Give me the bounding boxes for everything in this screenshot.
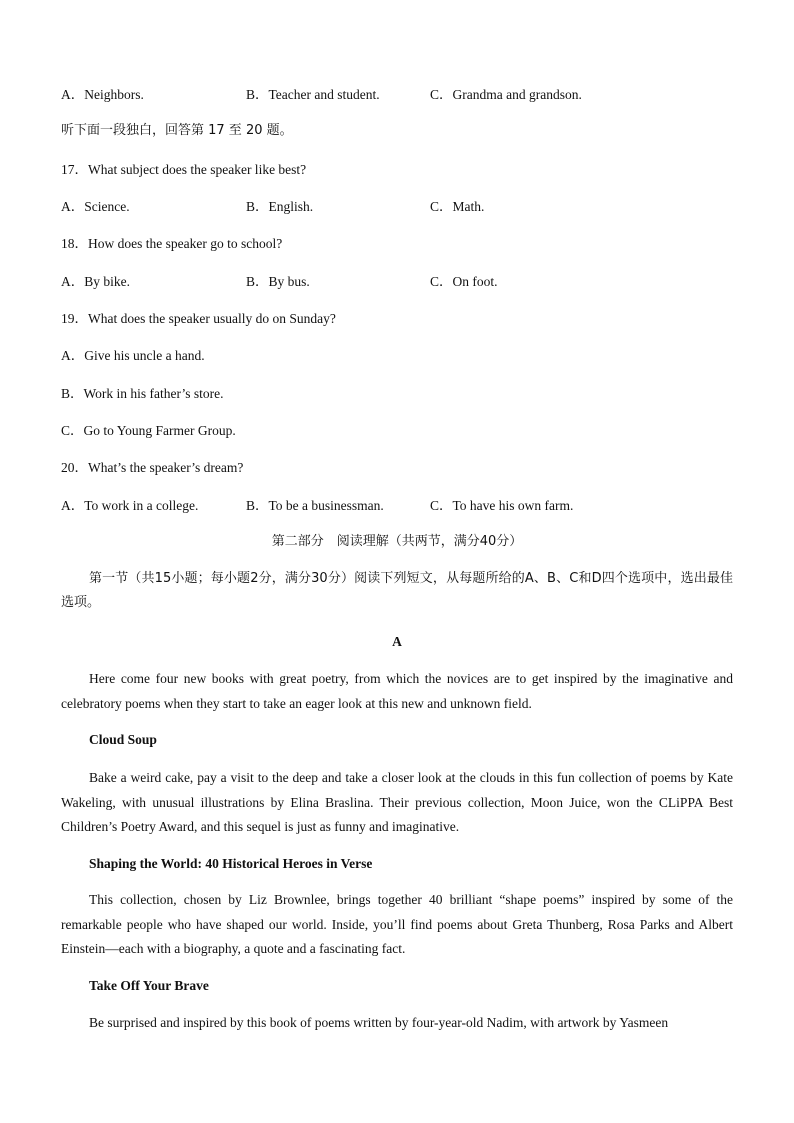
q16-option-a: A．Neighbors. — [61, 87, 144, 102]
q20-option-a: A．To work in a college. — [61, 498, 199, 513]
q19-stem: 19．What does the speaker usually do on Sunday? — [61, 311, 336, 326]
q17-stem: 17．What subject does the speaker like best? — [61, 162, 307, 177]
q18-option-c: C．On foot. — [430, 274, 498, 289]
q19-option-c: C．Go to Young Farmer Group. — [61, 423, 236, 438]
book-title-3: Take Off Your Brave — [89, 978, 209, 993]
q19-option-a: A．Give his uncle a hand. — [61, 348, 205, 363]
book-text-3: Be surprised and inspired by this book of poems written by four-year-old Nadim, with artwork by Yasmeen — [89, 1015, 669, 1030]
section1-instruction: 第一节（共15小题；每小题2分，满分30分）阅读下列短文，从每题所给的A、B、C和D四个选项中，选出最佳选项。 — [61, 571, 733, 610]
book-title-1: Cloud Soup — [89, 732, 157, 747]
q18-option-b: B．By bus. — [246, 274, 310, 289]
passage-label: A — [392, 634, 402, 649]
monologue-instruction: 听下面一段独白，回答第 17 至 20 题。 — [61, 123, 293, 138]
book-text-1: Bake a weird cake, pay a visit to the deep and take a closer look at the clouds in this fun collection of poems by Kate Wakeling, with unusual illustrations by Elina Braslina. Their previous collection, Moon Juice, won the CLiPPA Best Children’s Poetry Award, and this sequel is just as funny and imaginative. — [61, 770, 733, 834]
q16-option-b: B．Teacher and student. — [246, 87, 380, 102]
q18-options — [61, 273, 741, 291]
q16-options — [61, 86, 741, 104]
passage-intro: Here come four new books with great poetry, from which the novices are to get inspired by the imaginative and celebratory poems when they start to take an eager look at this new and unknown field. — [61, 671, 733, 711]
q20-option-c: C．To have his own farm. — [430, 498, 574, 513]
q17-option-b: B．English. — [246, 199, 314, 214]
q17-option-a: A．Science. — [61, 199, 130, 214]
q19-option-b: B．Work in his father’s store. — [61, 386, 224, 401]
book-title-2: Shaping the World: 40 Historical Heroes in Verse — [89, 856, 373, 871]
book-text-2: This collection, chosen by Liz Brownlee, brings together 40 brilliant “shape poems” inspired by some of the remarkable people who have shaped our world. Inside, you’ll find poems about Greta Thunberg, Rosa Parks and Albert Einstein—each with a biography, a quote and a fascinating fact. — [61, 892, 733, 956]
q17-option-c: C．Math. — [430, 199, 485, 214]
q16-option-c: C．Grandma and grandson. — [430, 87, 582, 102]
q20-stem: 20．What’s the speaker’s dream? — [61, 460, 244, 475]
part2-title: 第二部分 阅读理解（共两节，满分40分） — [271, 534, 523, 549]
q18-stem: 18．How does the speaker go to school? — [61, 236, 283, 251]
q20-options — [61, 497, 741, 515]
q18-option-a: A．By bike. — [61, 274, 130, 289]
q20-option-b: B．To be a businessman. — [246, 498, 384, 513]
q17-options — [61, 198, 741, 216]
